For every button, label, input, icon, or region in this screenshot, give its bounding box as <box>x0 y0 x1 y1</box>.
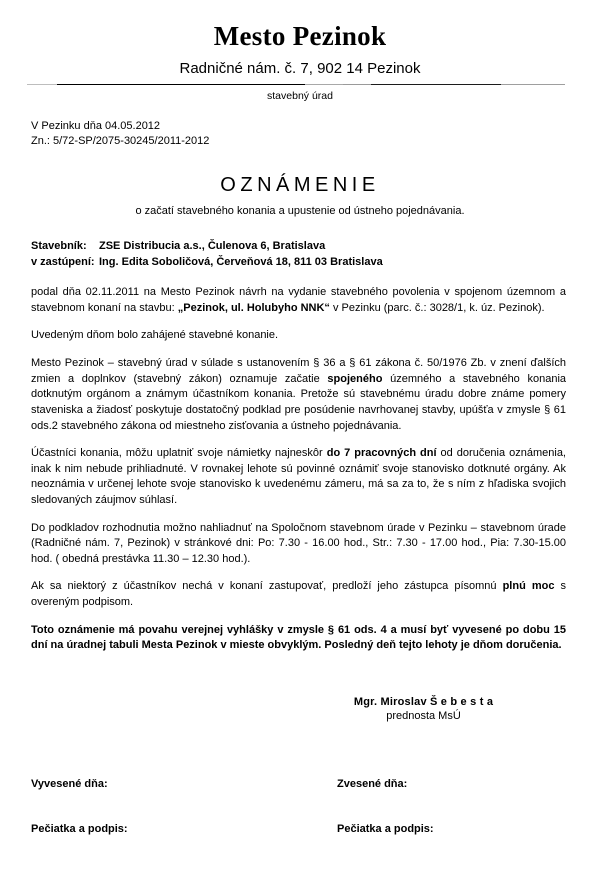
applicant-value: ZSE Distribucia a.s., Čulenova 6, Bratislava <box>99 240 326 253</box>
signatory-name: Mgr. Miroslav Š e b e s t a <box>353 695 494 708</box>
paragraph-text: Ak sa niektorý z účastníkov nechá v konaní zastupovať, predloží jeho zástupca písomnú <box>31 580 503 593</box>
paragraph-request <box>31 285 566 316</box>
paragraph-objections <box>31 446 566 508</box>
meta-reference-number: Zn.: 5/72-SP/2075-30245/2011-2012 <box>31 134 210 147</box>
signature-block <box>31 696 566 722</box>
stamp-signature-field-left: Pečiatka a podpis: <box>31 822 128 835</box>
document-header <box>0 22 600 102</box>
paragraph-text: s overeným podpisom. <box>31 580 566 608</box>
divider-segment <box>501 84 565 86</box>
header-divider <box>27 83 573 86</box>
signatory-role: prednosta MsÚ <box>386 709 461 722</box>
header-department: stavebný úrad <box>267 89 333 102</box>
applicant-label: Stavebník: <box>31 240 87 253</box>
applicant-block <box>31 239 600 271</box>
footer-row-stamps <box>31 823 600 835</box>
announcement-title: OZNÁMENIE <box>220 174 380 197</box>
announcement-subtitle: o začatí stavebného konania a upustenie od ústneho pojednávania. <box>135 205 465 218</box>
paragraph-text: Účastníci konania, môžu uplatniť svoje námietky najneskôr <box>31 447 327 460</box>
representative-value: Ing. Edita Soboličová, Červeňová 18, 811 03 Bratislava <box>99 256 383 269</box>
document-body <box>31 285 566 722</box>
divider-segment <box>371 84 501 86</box>
document-meta <box>31 119 600 149</box>
emphasis-joint: spojeného <box>327 372 383 385</box>
representative-row <box>31 255 600 271</box>
header-address: Radničné nám. č. 7, 902 14 Pezinok <box>179 59 421 77</box>
document-page <box>0 22 600 872</box>
project-name: „Pezinok, ul. Holubyho NNK“ <box>177 301 330 314</box>
paragraph-text: v Pezinku (parc. č.: 3028/1, k. úz. Pezinok). <box>329 301 545 314</box>
divider-segment <box>27 84 57 86</box>
divider-segment <box>343 84 371 86</box>
paragraph-public-notice: Toto oznámenie má povahu verejnej vyhlášky v zmysle § 61 ods. 4 a musí byť vyvesené po dobu 15 dní na úradnej tabuli Mesta Pezinok v mieste obvyklým. Posledný deň tejto lehoty je dňom doručenia. <box>31 623 566 652</box>
paragraph-commenced: Uvedeným dňom bolo zahájené stavebné konanie. <box>31 329 279 342</box>
footer-row-dates <box>31 778 600 790</box>
paragraph-text: územného a stavebného konania dotknutým orgánom a známym účastníkom konania. Pretože sú stavebnému úradu dobre známe pomery staveniska a žiadosť poskytuje dostatočný podklad pre posúdenie navrhovanej stavby, upúšťa v zmysle § 61 ods.2 stavebného zákona od miestneho zisťovania a ústneho pojednávania. <box>31 372 567 432</box>
removed-date-field: Zvesené dňa: <box>337 777 408 790</box>
paragraph-text: podal dňa 02.11.2011 na Mesto Pezinok návrh na vydanie stavebného povolenia v spojenom územnom a stavebnom konaní na stavbu: <box>31 286 566 314</box>
divider-segment <box>305 84 343 86</box>
paragraph-text: od doručenia oznámenia, inak k nim nebude prihliadnuté. V rovnakej lehote sú povinné oznámiť svoje stanovisko dotknuté orgány. Ak neoznámia v určenej lehote svoje stanovisko k uvedenému zámeru, má sa za to, že s ním z hľadiska svojich sledovaných záujmov súhlasí. <box>31 447 566 506</box>
footer-fields <box>0 778 600 835</box>
divider-segment <box>57 84 305 86</box>
posted-date-field: Vyvesené dňa: <box>31 777 108 790</box>
paragraph-legal-basis <box>31 356 566 434</box>
paragraph-text: Mesto Pezinok – stavebný úrad v súlade s ustanovením § 36 a § 61 zákona č. 50/1976 Zb. v znení ďalších zmien a doplnkov (stavebný zákon) oznamuje začatie <box>31 357 566 385</box>
applicant-row <box>31 239 600 255</box>
emphasis-power-of-attorney: plnú moc <box>502 580 555 593</box>
page-title: Mesto Pezinok <box>213 21 387 51</box>
paragraph-power-of-attorney <box>31 579 566 610</box>
paragraph-office-hours: Do podkladov rozhodnutia možno nahliadnuť na Spoločnom stavebnom úrade v Pezinku – stavebnom úrade (Radničné nám. 7, Pezinok) v stránkové dni: Po: 7.30 - 16.00 hod., Str.: 7.30 - 17.00 hod., Pia: 7.30-15.00 hod. ( obedná prestávka 11.30 – 12.30 hod.). <box>31 521 566 565</box>
meta-place-date: V Pezinku dňa 04.05.2012 <box>31 119 161 132</box>
representative-label: v zastúpení: <box>31 256 95 269</box>
stamp-signature-field-right: Pečiatka a podpis: <box>337 822 434 835</box>
emphasis-deadline: do 7 pracovných dní <box>326 447 437 460</box>
